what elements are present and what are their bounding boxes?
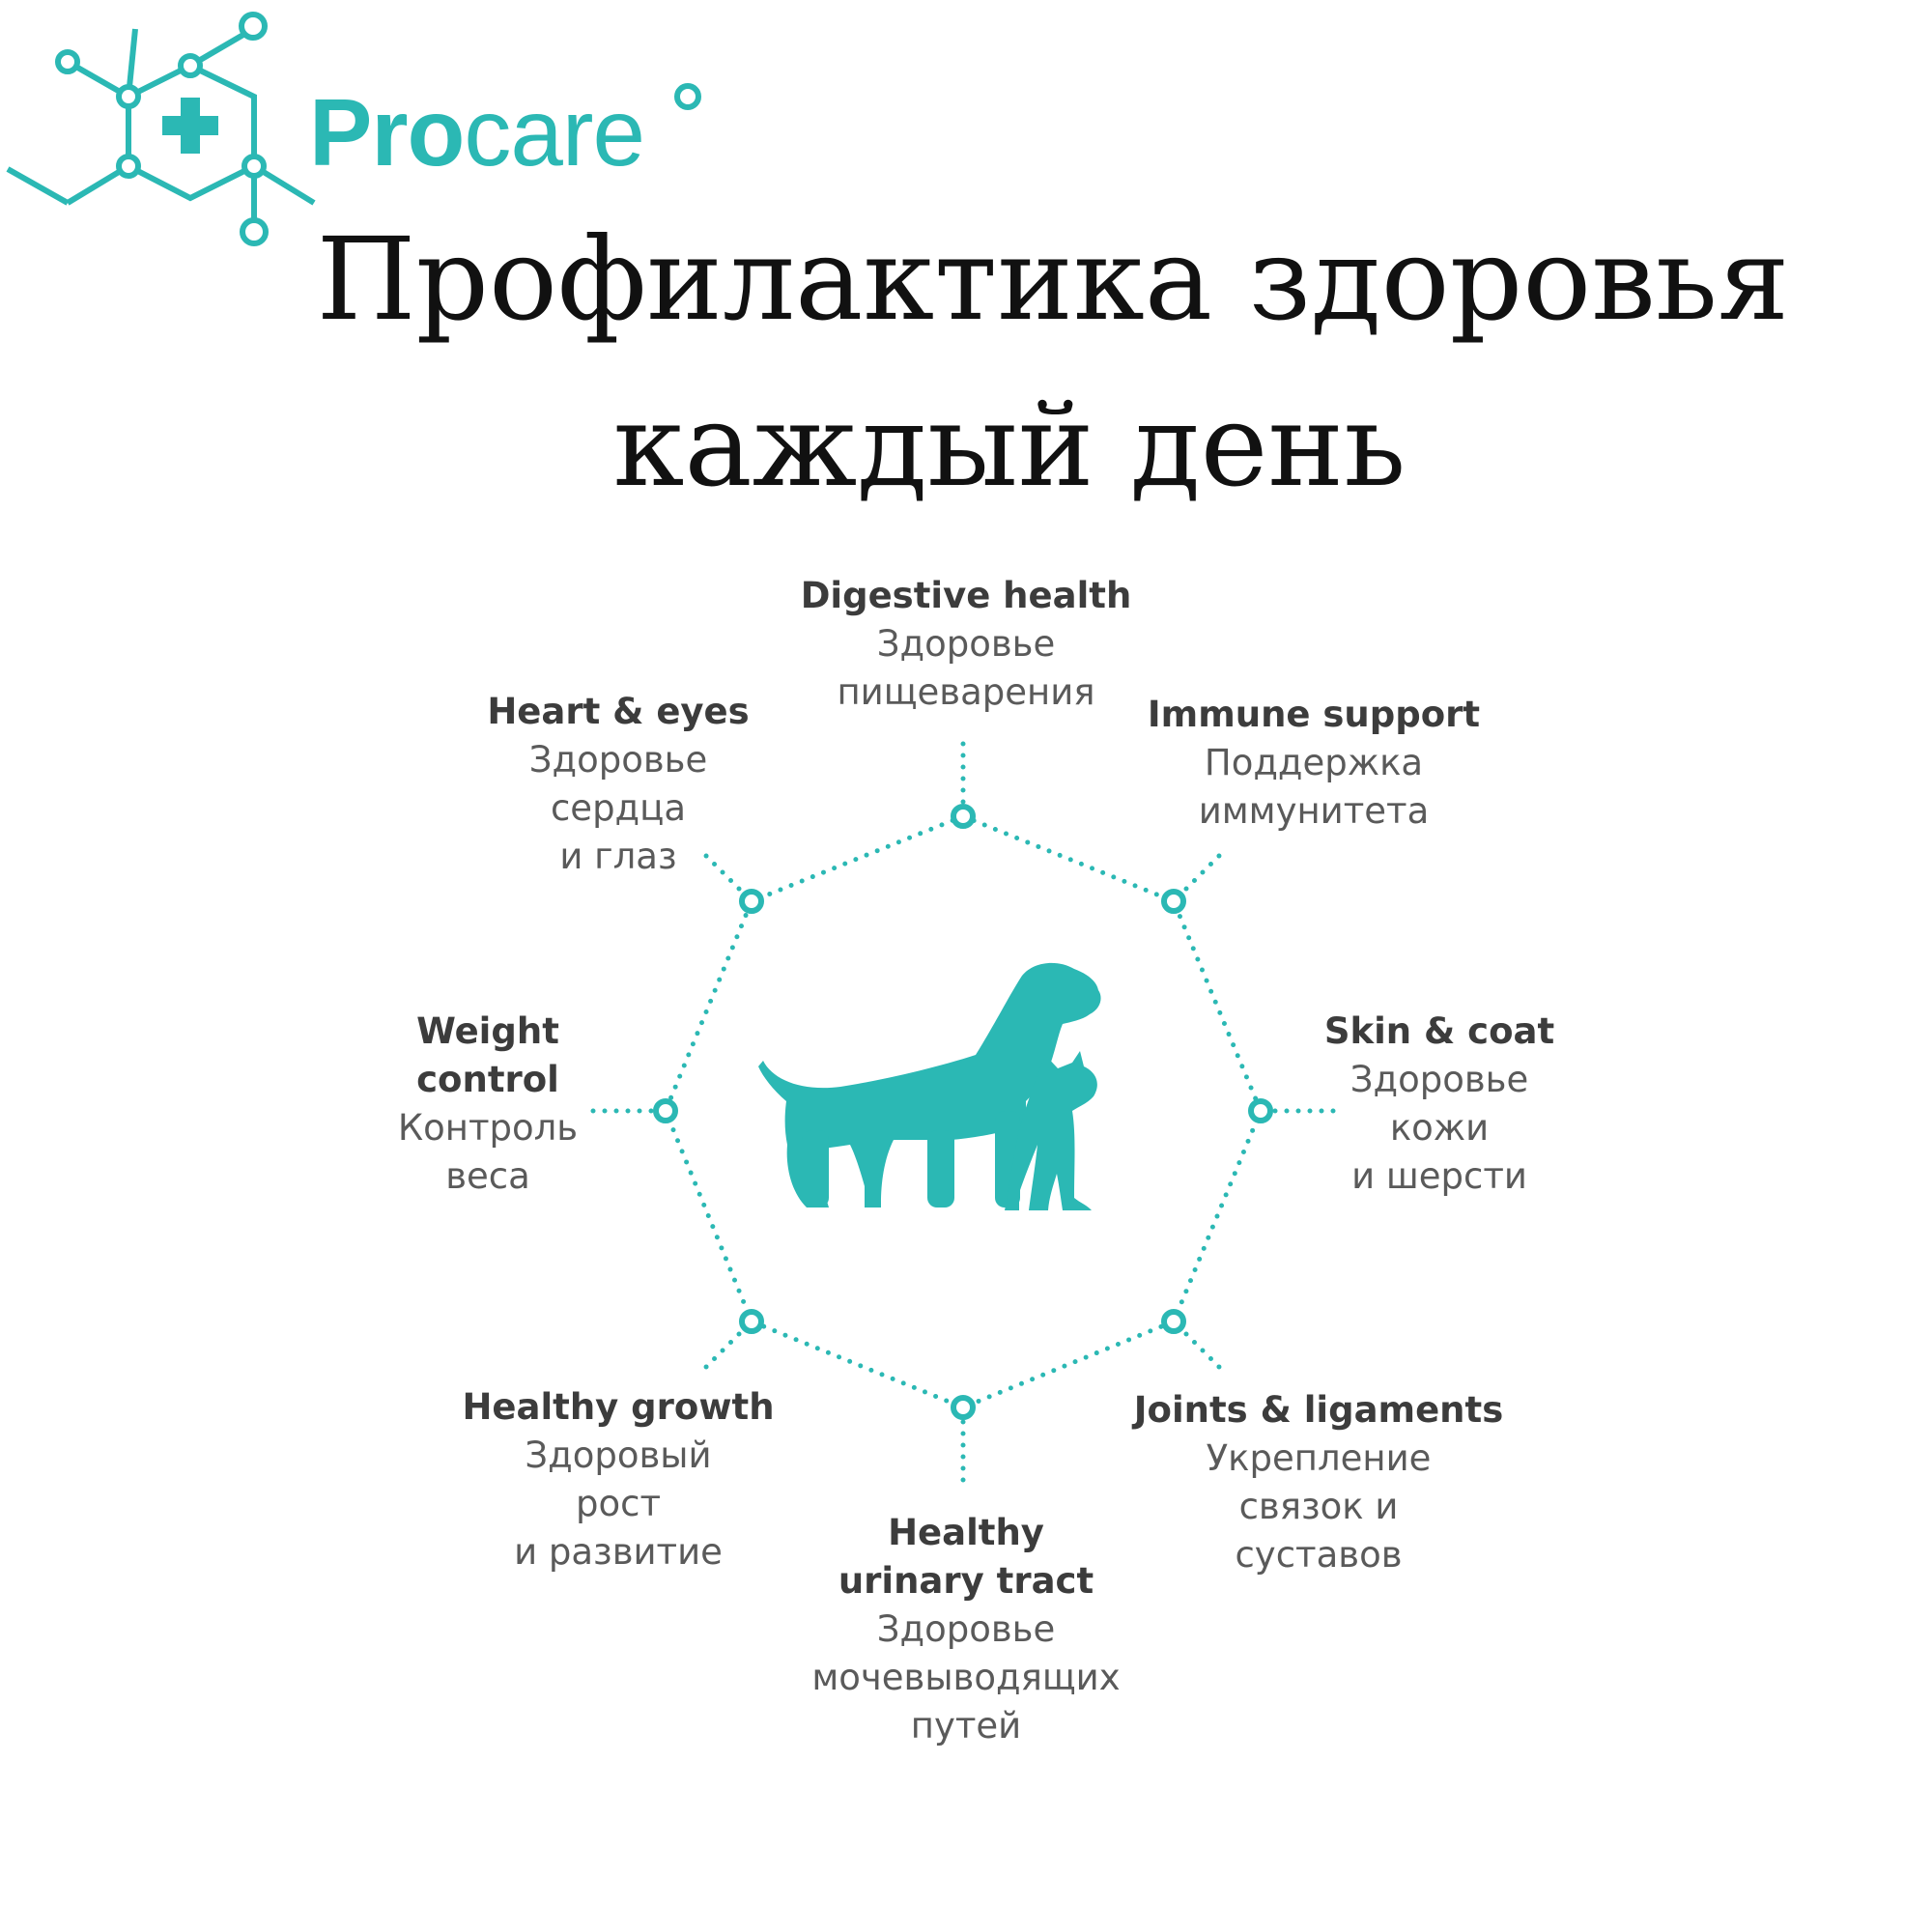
page-title-line-1: Профилактика здоровья [316,213,1790,346]
label-ru: и шерсти [1351,1155,1527,1197]
node-digestive [953,807,973,826]
label-ru: рост [575,1483,662,1524]
label-ru: Здоровье [876,623,1056,665]
label-weight-control [372,1008,604,1201]
label-ru: пищеварения [837,671,1095,713]
label-joints-ligaments [1116,1386,1521,1579]
label-ru: Контроль [397,1107,579,1149]
label-ru: Здоровье [1350,1059,1529,1100]
label-ru: веса [445,1155,530,1197]
brand-name-rest: care [464,79,645,185]
label-healthy-growth [440,1383,797,1577]
label-ru: кожи [1389,1107,1490,1149]
label-en: Healthy [888,1512,1044,1553]
label-ru: мочевыводящих [811,1657,1121,1698]
page-title-line-2: каждый день [612,379,1406,512]
label-ru: сердца [550,787,687,829]
label-en: Digestive health [800,575,1132,616]
label-ru: и глаз [559,836,677,877]
label-ru: связок и [1238,1486,1399,1527]
label-heart-eyes [473,688,763,881]
label-en: control [416,1059,559,1100]
label-ru: Здоровье [876,1608,1056,1650]
label-en: Joints & ligaments [1133,1389,1504,1431]
node-weight [656,1101,675,1121]
label-urinary-tract [773,1509,1159,1750]
node-immune [1164,892,1183,911]
node-joints [1164,1312,1183,1331]
label-ru: суставов [1235,1534,1403,1576]
dog-cat-silhouette-icon [758,963,1101,1210]
label-en: Skin & coat [1323,1010,1555,1052]
label-skin-coat [1309,1008,1570,1201]
label-en: urinary tract [838,1560,1094,1602]
label-ru: иммунитета [1198,790,1430,832]
label-ru: Поддержка [1204,742,1424,783]
label-en: Heart & eyes [487,691,750,732]
label-ru: Укрепление [1206,1437,1432,1479]
brand-name-bold: Pro [309,79,465,185]
node-growth [742,1312,761,1331]
node-heart [742,892,761,911]
label-ru: Здоровье [528,739,708,781]
node-urinary [953,1398,973,1417]
node-skin [1251,1101,1270,1121]
label-ru: Здоровый [525,1435,712,1476]
label-immune-support [1111,691,1517,836]
label-ru: путей [910,1705,1022,1747]
label-en: Immune support [1147,694,1481,735]
label-ru: и развитие [514,1531,723,1573]
label-en: Healthy growth [462,1386,775,1428]
label-en: Weight [416,1010,559,1052]
